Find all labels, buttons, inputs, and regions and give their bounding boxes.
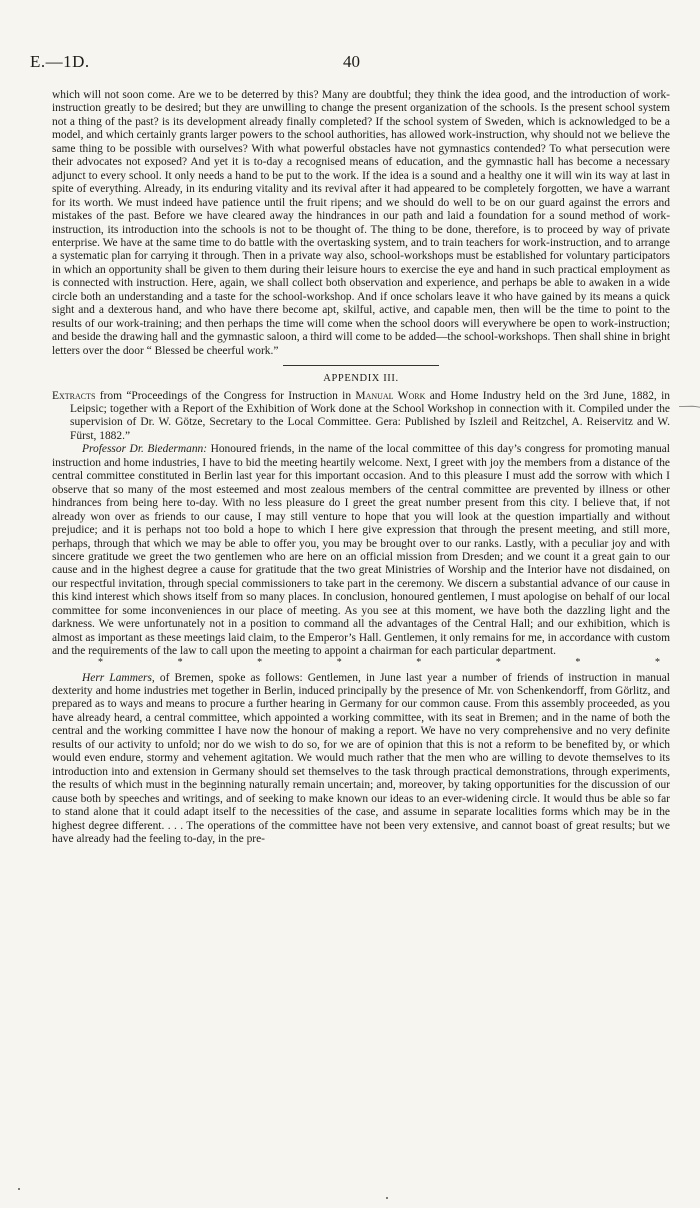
- page-body: [52, 89, 670, 846]
- extracts-lead: Extracts: [52, 389, 96, 402]
- ellipsis-stars: [52, 658, 670, 668]
- lammers-text: of Bremen, spoke as follows: Gentlemen, in June last year a number of friends of instruction in manual dexterity and home industries met together in Berlin, induced principally by the presence of Mr. von Schenkendorff, from Görlitz, and prepared as to ways and means to procure a further hearing in Germany for our common cause. From this assembly proceeded, as you have already heard, a central committee, which appointed a working committee, with its seat in Bremen; and in the name of both the central and the working committee I have now the honour of making a report. We have no very comprehensive and no very definite results of our activity to unfold; nor do we wish to do so, for we are of opinion that this is not a reform to be benefited by, or which would even endure, stormy and vehement agitation. We would much rather that the men who are willing to devote themselves to its introduction into and extension in Germany should set themselves to the task through practical demonstrations, through experiments, the results of which must in the beginning naturally remain uncertain; and, moreover, by taking opportunities for the discussion of our cause both by speeches and writings, and of seeking to make known our ideas to an ever-widening circle. It would thus be able so far to stand alone that it could adapt itself to the necessities of the case, and assume in separate localities forms which may be in the highest degree different. . . . The operations of the committee have not been very extensive, and cannot boast of great results; but we have already had the feeling to-day, in the pre-: [52, 671, 670, 846]
- extracts-text-2: and Home Industry held on the 3rd June, 1882, in Leipsic; together with a Report of the Exhibition of Work done at the School Workshop in connection with it. Compiled under the supervision of Dr. W. Götze, Secretary to the Local Committee. Gera: Published by Iszleil and Reitzchel, A. Reiservitz and W. Fürst, 1882.”: [70, 389, 670, 442]
- margin-pencil-mark: [679, 405, 700, 408]
- speck-mark: [18, 1188, 20, 1190]
- speaker-lammers: Herr Lammers,: [82, 671, 155, 684]
- lammers-paragraph: [52, 672, 670, 847]
- star: *: [495, 656, 501, 668]
- extracts-paragraph: [52, 390, 670, 444]
- star: *: [257, 656, 263, 668]
- biedermann-paragraph: [52, 443, 670, 658]
- document-code: E.—1D.: [30, 52, 90, 71]
- appendix-title: APPENDIX III.: [323, 373, 399, 385]
- star: *: [336, 656, 342, 668]
- speaker-biedermann: Professor Dr. Biedermann:: [82, 443, 208, 456]
- star: *: [98, 656, 103, 668]
- section-divider: [283, 365, 439, 366]
- speck-mark: [386, 1197, 388, 1199]
- star: *: [654, 656, 660, 668]
- star: *: [416, 656, 422, 668]
- page-number: 40: [343, 52, 360, 71]
- biedermann-text: Honoured friends, in the name of the local committee of this day’s congress for promoting manual instruction and home industries, I have to bid the meeting heartily welcome. Next, I greet with joy the members from a distance of the central committee constituted in Berlin last year for this important occasion. And to this pleasure I must add the sorrow with which I observe that so many of the most esteemed and most zealous members of the central committee are prevented by illness or other hindrances from being here to-day. With no less pleasure do I greet the great number present from this city. I believe that, if not already won over as friends to our cause, I may still venture to hope that you will look at the question impartially and without prejudice; and it is perhaps not too bold a hope to which I here give expression that through the present meeting, and still more, perhaps, through that which we may be able to offer you, you may be brought over to our ranks. Lastly, with a peculiar joy and with sincere gratitude we greet the two gentlemen who are here on an official mission from Dresden; and we count it a great gain to our cause and in the highest degree a cause for gratitude that the two great Ministries of Worship and the Interior have not disdained, on our respectful invitation, through special commissioners to take part in the ceremony. We discern a substantial advance of our cause in this kind interest which shows itself from so many places. In conclusion, honoured gentlemen, I must apologise on behalf of our local committee for some inconveniences in our place of meeting. As you see at this moment, we have both the dazzling light and the darkness. We were unfortunately not in a position to command all the advantages of the Central Hall; and our exhibition, which is almost as important as these meetings laid claim, to the Emperor’s Hall. Gentlemen, it only remains for me, in accordance with custom and the requirements of the law to call upon the meeting to appoint a chairman for each particular department.: [52, 443, 670, 658]
- star: *: [575, 656, 581, 668]
- extracts-manual-work: Manual Work: [355, 389, 426, 402]
- intro-paragraph: which will not soon come. Are we to be deterred by this? Many are doubtful; they think the idea good, and the introduction of work-instruction greatly to be desired; but they are unwilling to change the present organization of the schools. Is the present school system not a thing of the past? is its development already finally completed? If the school system of Sweden, which is acknowledged to be a model, and which certainly grants larger powers to the school authorities, has allowed work-instruction, why should not we believe the same thing to be possible with ourselves? With what powerful obstacles have not gymnastics contended? To what persecution were their advocates not exposed? And yet it is to-day a recognised means of education, and the gymnastic hall has become a necessary adjunct to every school. It only needs a hand to be put to the work. If the idea is a sound and a healthy one it will win its way at last in spite of everything. Already, in its enduring vitality and its revival after it had appeared to be completely forgotten, we have a warrant for its worth. We must indeed have patience until the fruit ripens; and we should do well to be on our guard against the errors and mistakes of the past. Before we have cleared away the hindrances in our path and laid a foundation for a sound method of work-instruction, its introduction into the schools is not to be thought of. The thing to be done, therefore, is to proceed by way of private enterprise. We have at the same time to do battle with the overtasking system, and to train teachers for work-instruction, and to arrange a systematic plan for carrying it through. Then in a private way also, school-workshops must be established for voluntary participators in which an opportunity shall be given to them during their leisure hours to exercise the eye and hand in such practical employment as is connected with instruction. Here, again, we shall collect both observation and experience, and perhaps be able to awaken in a wide circle both an understanding and a taste for the school-workshop. And if once scholars leave it who have gained by its means a quick sight and a dexterous hand, and who have there become apt, skilful, active, and capable men, then will be the time to point to the results of our work-training; and then perhaps the time will come when the school doors will everywhere be open to work-instruction; and beside the drawing hall and the gymnastic saloon, a third will come to be added—the school-workshops. Then shall shine in bright letters over the door “ Blessed be cheerful work.”: [52, 89, 670, 357]
- extracts-text-1: from “Proceedings of the Congress for Instruction in: [95, 389, 356, 402]
- star: *: [177, 656, 183, 668]
